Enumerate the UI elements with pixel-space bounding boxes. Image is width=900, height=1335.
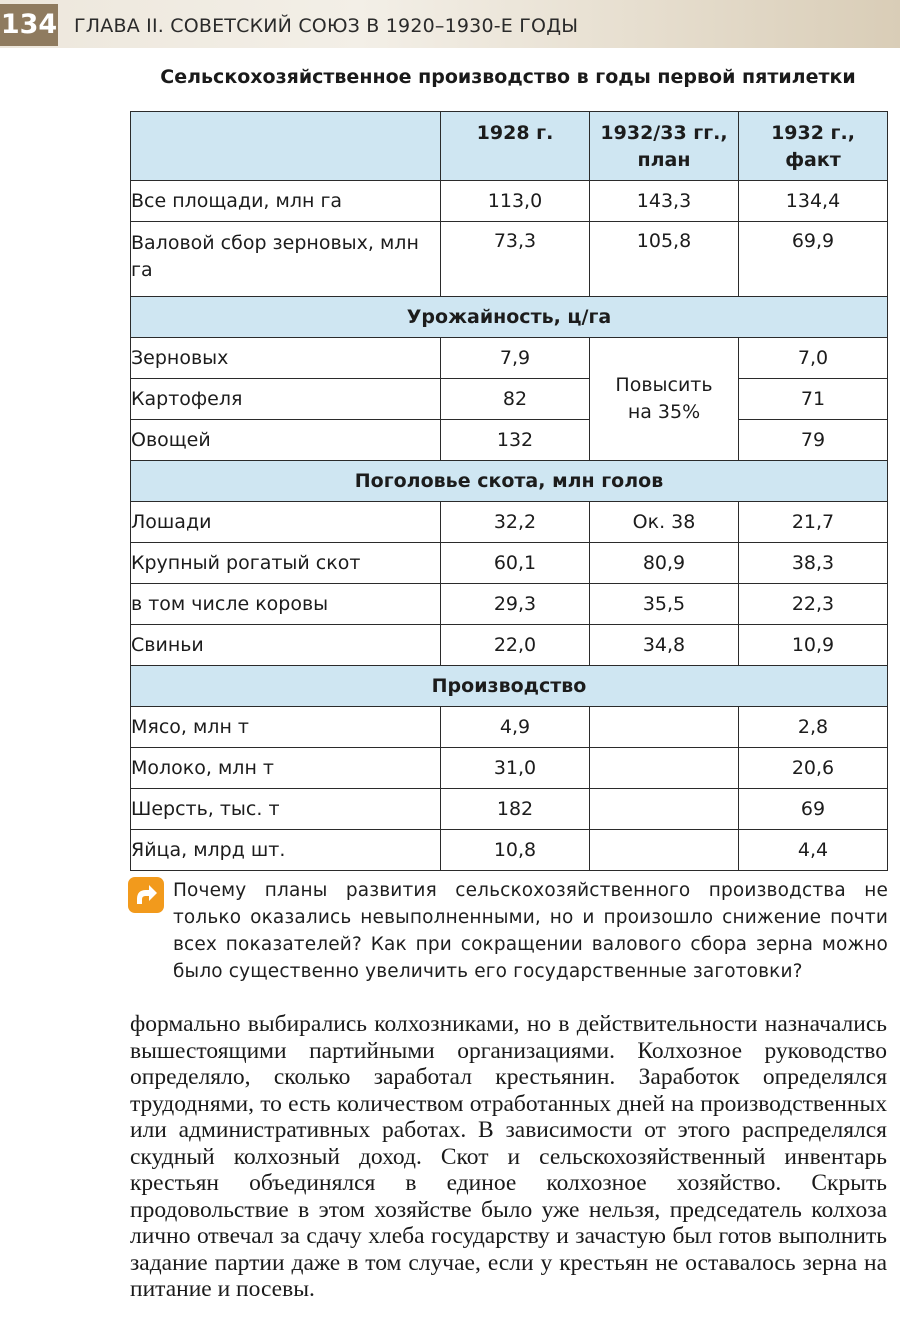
table-row	[131, 338, 888, 379]
cell-1928: 7,9	[441, 338, 590, 379]
cell-fact: 10,9	[739, 625, 888, 666]
header-1928: 1928 г.	[441, 112, 590, 181]
cell-1928: 31,0	[441, 748, 590, 789]
row-label: в том числе коровы	[131, 584, 441, 625]
cell-1928: 4,9	[441, 707, 590, 748]
row-label: Яйца, млрд шт.	[131, 830, 441, 871]
row-label: Крупный рогатый скот	[131, 543, 441, 584]
cell-1928: 60,1	[441, 543, 590, 584]
cell-plan	[590, 789, 739, 830]
table-row	[131, 222, 888, 297]
table-row	[131, 707, 888, 748]
cell-fact: 4,4	[739, 830, 888, 871]
table-row	[131, 420, 888, 461]
table-row	[131, 543, 888, 584]
cell-fact: 21,7	[739, 502, 888, 543]
cell-fact: 69	[739, 789, 888, 830]
cell-fact: 2,8	[739, 707, 888, 748]
cell-1928: 73,3	[441, 222, 590, 297]
section-title: Производство	[131, 666, 888, 707]
section-title: Поголовье скота, млн голов	[131, 461, 888, 502]
cell-1928: 182	[441, 789, 590, 830]
table-row	[131, 502, 888, 543]
header-plan-line1: 1932/33 гг.,	[600, 122, 728, 144]
row-label: Шерсть, тыс. т	[131, 789, 441, 830]
row-label: Свиньи	[131, 625, 441, 666]
table-row	[131, 181, 888, 222]
agriculture-table	[130, 111, 888, 871]
cell-fact: 20,6	[739, 748, 888, 789]
cell-1928: 10,8	[441, 830, 590, 871]
row-label: Овощей	[131, 420, 441, 461]
cell-plan	[590, 748, 739, 789]
page-number: 134	[0, 4, 58, 46]
cell-fact: 7,0	[739, 338, 888, 379]
row-label: Валовой сбор зерновых, млн га	[131, 222, 441, 297]
cell-1928: 22,0	[441, 625, 590, 666]
cell-plan: 143,3	[590, 181, 739, 222]
body-paragraph: формально выбирались колхозниками, но в действительности назначались вышестоящими партийными организациями. Колхозное руководство определяло, сколько заработал крестьянин. Заработок определялся трудоднями, то есть количеством отработанных дней на производственных или административных работах. В зависимости от этого распределялся скудный колхозный доход. Скот и сельскохозяйственный инвентарь крестьян объединялся в единое колхозное хозяйство. Скрыть продовольствие в этом хозяйстве было уже нельзя, председатель колхоза лично отвечал за сдачу хлеба государству и зачастую был готов выполнить задание партии даже в том случае, если у крестьян не оставалось зерна на питание и посевы.	[130, 1011, 887, 1302]
cell-fact: 69,9	[739, 222, 888, 297]
cell-plan: 80,9	[590, 543, 739, 584]
cell-plan: 105,8	[590, 222, 739, 297]
chapter-title: ГЛАВА II. СОВЕТСКИЙ СОЮЗ В 1920–1930-Е ГОДЫ	[74, 15, 579, 37]
cell-1928: 132	[441, 420, 590, 461]
section-row	[131, 461, 888, 502]
cell-fact: 38,3	[739, 543, 888, 584]
cell-plan: 34,8	[590, 625, 739, 666]
table-row	[131, 584, 888, 625]
table-title: Сельскохозяйственное производство в годы первой пятилетки	[160, 66, 856, 88]
header-plan-line2: план	[637, 149, 691, 171]
row-label: Картофеля	[131, 379, 441, 420]
merged-plan-cell	[590, 338, 739, 461]
header-plan	[590, 112, 739, 181]
section-row	[131, 666, 888, 707]
table-row	[131, 748, 888, 789]
table-row	[131, 830, 888, 871]
page-header	[0, 0, 900, 48]
header-fact-line2: факт	[785, 149, 841, 171]
row-label: Лошади	[131, 502, 441, 543]
cell-fact: 134,4	[739, 181, 888, 222]
header-fact-line1: 1932 г.,	[771, 122, 855, 144]
row-label: Мясо, млн т	[131, 707, 441, 748]
header-blank	[131, 112, 441, 181]
row-label: Зерновых	[131, 338, 441, 379]
arrow-icon	[128, 877, 164, 913]
table-row	[131, 789, 888, 830]
section-row	[131, 297, 888, 338]
cell-plan	[590, 707, 739, 748]
table-header-row	[131, 112, 888, 181]
row-label: Молоко, млн т	[131, 748, 441, 789]
header-fact	[739, 112, 888, 181]
cell-1928: 82	[441, 379, 590, 420]
section-title: Урожайность, ц/га	[131, 297, 888, 338]
cell-plan	[590, 830, 739, 871]
question-text: Почему планы развития сельскохозяйственного производства не только оказались невыполненными, но и произошло снижение почти всех показателей? Как при сокращении валового сбора зерна можно было существенно увеличить его государственные заготовки?	[173, 880, 888, 982]
row-label: Все площади, млн га	[131, 181, 441, 222]
cell-1928: 32,2	[441, 502, 590, 543]
merged-plan-line1: Повысить	[615, 374, 713, 396]
cell-fact: 22,3	[739, 584, 888, 625]
cell-fact: 71	[739, 379, 888, 420]
cell-plan: Ок. 38	[590, 502, 739, 543]
question-block	[128, 877, 888, 985]
cell-plan: 35,5	[590, 584, 739, 625]
cell-1928: 29,3	[441, 584, 590, 625]
cell-fact: 79	[739, 420, 888, 461]
table-row	[131, 625, 888, 666]
table-row	[131, 379, 888, 420]
merged-plan-line2: на 35%	[627, 401, 701, 423]
cell-1928: 113,0	[441, 181, 590, 222]
